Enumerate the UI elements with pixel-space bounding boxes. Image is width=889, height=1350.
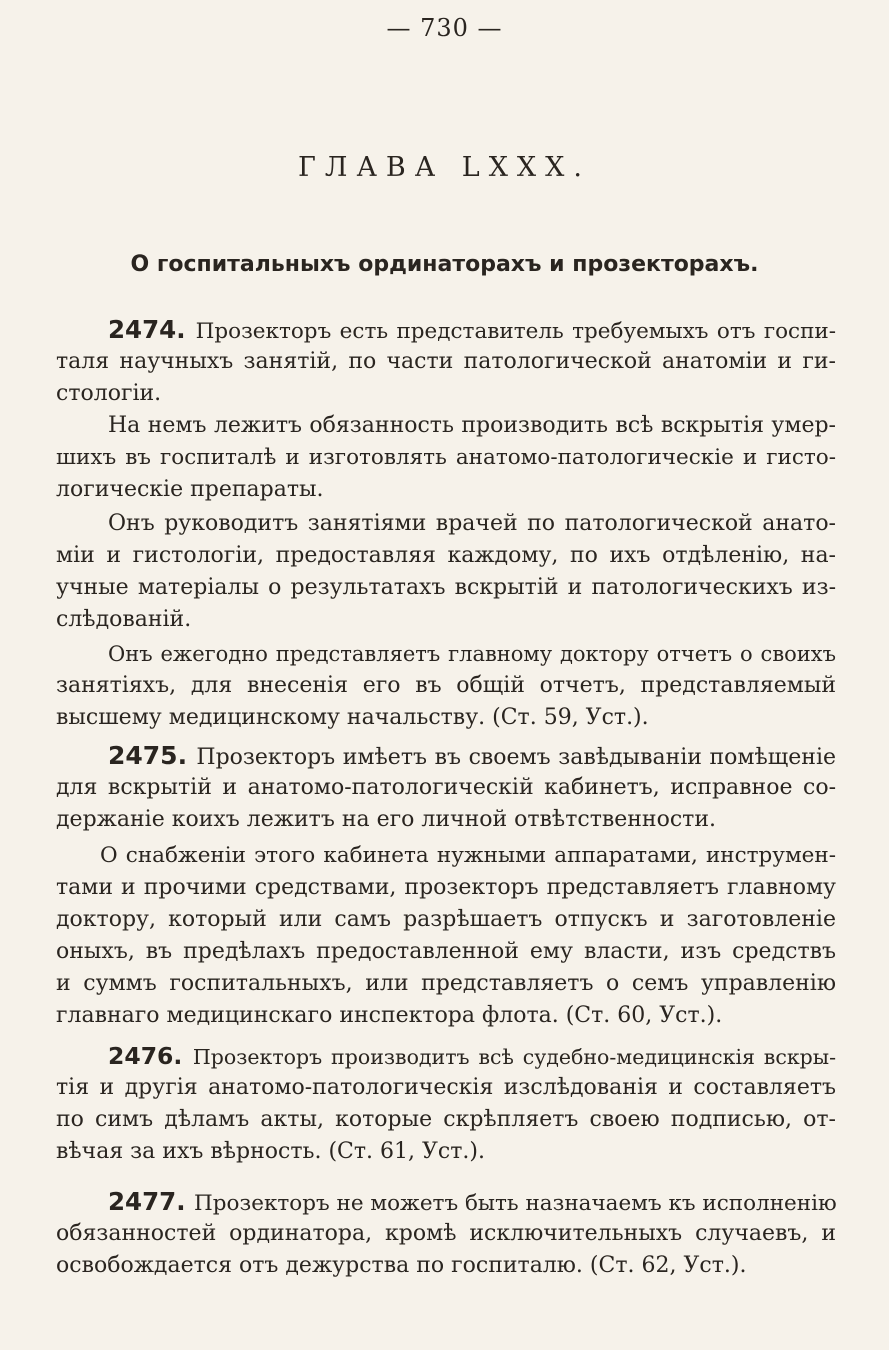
text-line: оныхъ, въ предѣлахъ предоставленной ему власти, изъ средствъ — [56, 939, 836, 964]
text-line: занятіяхъ, для внесенія его въ общій отчетъ, представляемый — [56, 673, 836, 698]
article-first-line — [108, 1186, 836, 1220]
text-line: и суммъ госпитальныхъ, или представляетъ о семъ управленію — [56, 971, 836, 996]
text-line: Прозекторъ не можетъ быть назначаемъ къ исполненію — [194, 1191, 837, 1216]
text-line: Онъ ежегодно представляетъ главному доктору отчетъ о своихъ — [108, 642, 836, 666]
text-line: обязанностей ординатора, кромѣ исключительныхъ случаевъ, и — [56, 1221, 836, 1246]
text-line: таля научныхъ занятій, по части патологической анатоміи и ги- — [56, 349, 836, 374]
text-line: міи и гистологіи, предоставляя каждому, по ихъ отдѣленію, на- — [56, 543, 836, 568]
article-number: 2474. — [108, 315, 196, 344]
text-line: шихъ въ госпиталѣ и изготовлять анатомо-патологическіе и гисто- — [56, 445, 836, 470]
section-title: О госпитальныхъ ординаторахъ и прозекторахъ. — [130, 252, 759, 277]
text-line: Прозекторъ есть представитель требуемыхъ отъ госпи- — [195, 319, 836, 344]
text-line: О снабженіи этого кабинета нужными аппаратами, инструмен- — [100, 843, 836, 868]
article-first-line — [108, 314, 836, 348]
text-line: тами и прочими средствами, прозекторъ представляетъ главному — [56, 875, 836, 900]
text-line: тія и другія анатомо-патологическія изслѣдованія и составляетъ — [56, 1075, 836, 1100]
text-line: по симъ дѣламъ акты, которые скрѣпляетъ своею подписью, от- — [56, 1107, 836, 1132]
text-line: На немъ лежитъ обязанность производить всѣ вскрытія умер- — [108, 413, 836, 438]
text-line: доктору, который или самъ разрѣшаетъ отпускъ и заготовленіе — [56, 907, 836, 932]
article-number: 2475. — [108, 741, 197, 770]
text-line: вѣчая за ихъ вѣрность. (Ст. 61, Уст.). — [56, 1139, 485, 1164]
article-number: 2476. — [108, 1042, 193, 1070]
text-line: высшему медицинскому начальству. (Ст. 59, Уст.). — [56, 705, 649, 730]
article-number: 2477. — [108, 1187, 195, 1216]
text-line: учные матеріалы о результатахъ вскрытій и патологическихъ из- — [56, 575, 836, 600]
text-line: стологіи. — [56, 381, 162, 406]
text-line: слѣдованій. — [56, 607, 192, 632]
text-line: освобождается отъ дежурства по госпиталю. (Ст. 62, Уст.). — [56, 1253, 747, 1278]
text-line: Прозекторъ производитъ всѣ судебно-медицинскія вскры- — [192, 1045, 837, 1069]
article-first-line — [108, 1040, 836, 1073]
text-line: для вскрытій и анатомо-патологическій кабинетъ, исправное со- — [56, 775, 836, 800]
chapter-title: ГЛАВА LXXX. — [298, 152, 591, 183]
text-line: логическіе препараты. — [56, 477, 324, 502]
text-line: Онъ руководитъ занятіями врачей по патологической анато- — [108, 511, 836, 536]
text-line: Прозекторъ имѣетъ въ своемъ завѣдываніи помѣщеніе — [196, 745, 837, 770]
text-line: главнаго медицинскаго инспектора флота. (Ст. 60, Уст.). — [56, 1003, 723, 1028]
article-first-line — [108, 740, 836, 774]
page-number: — 730 — — [386, 14, 503, 42]
text-line: держаніе коихъ лежитъ на его личной отвѣтственности. — [56, 807, 716, 832]
